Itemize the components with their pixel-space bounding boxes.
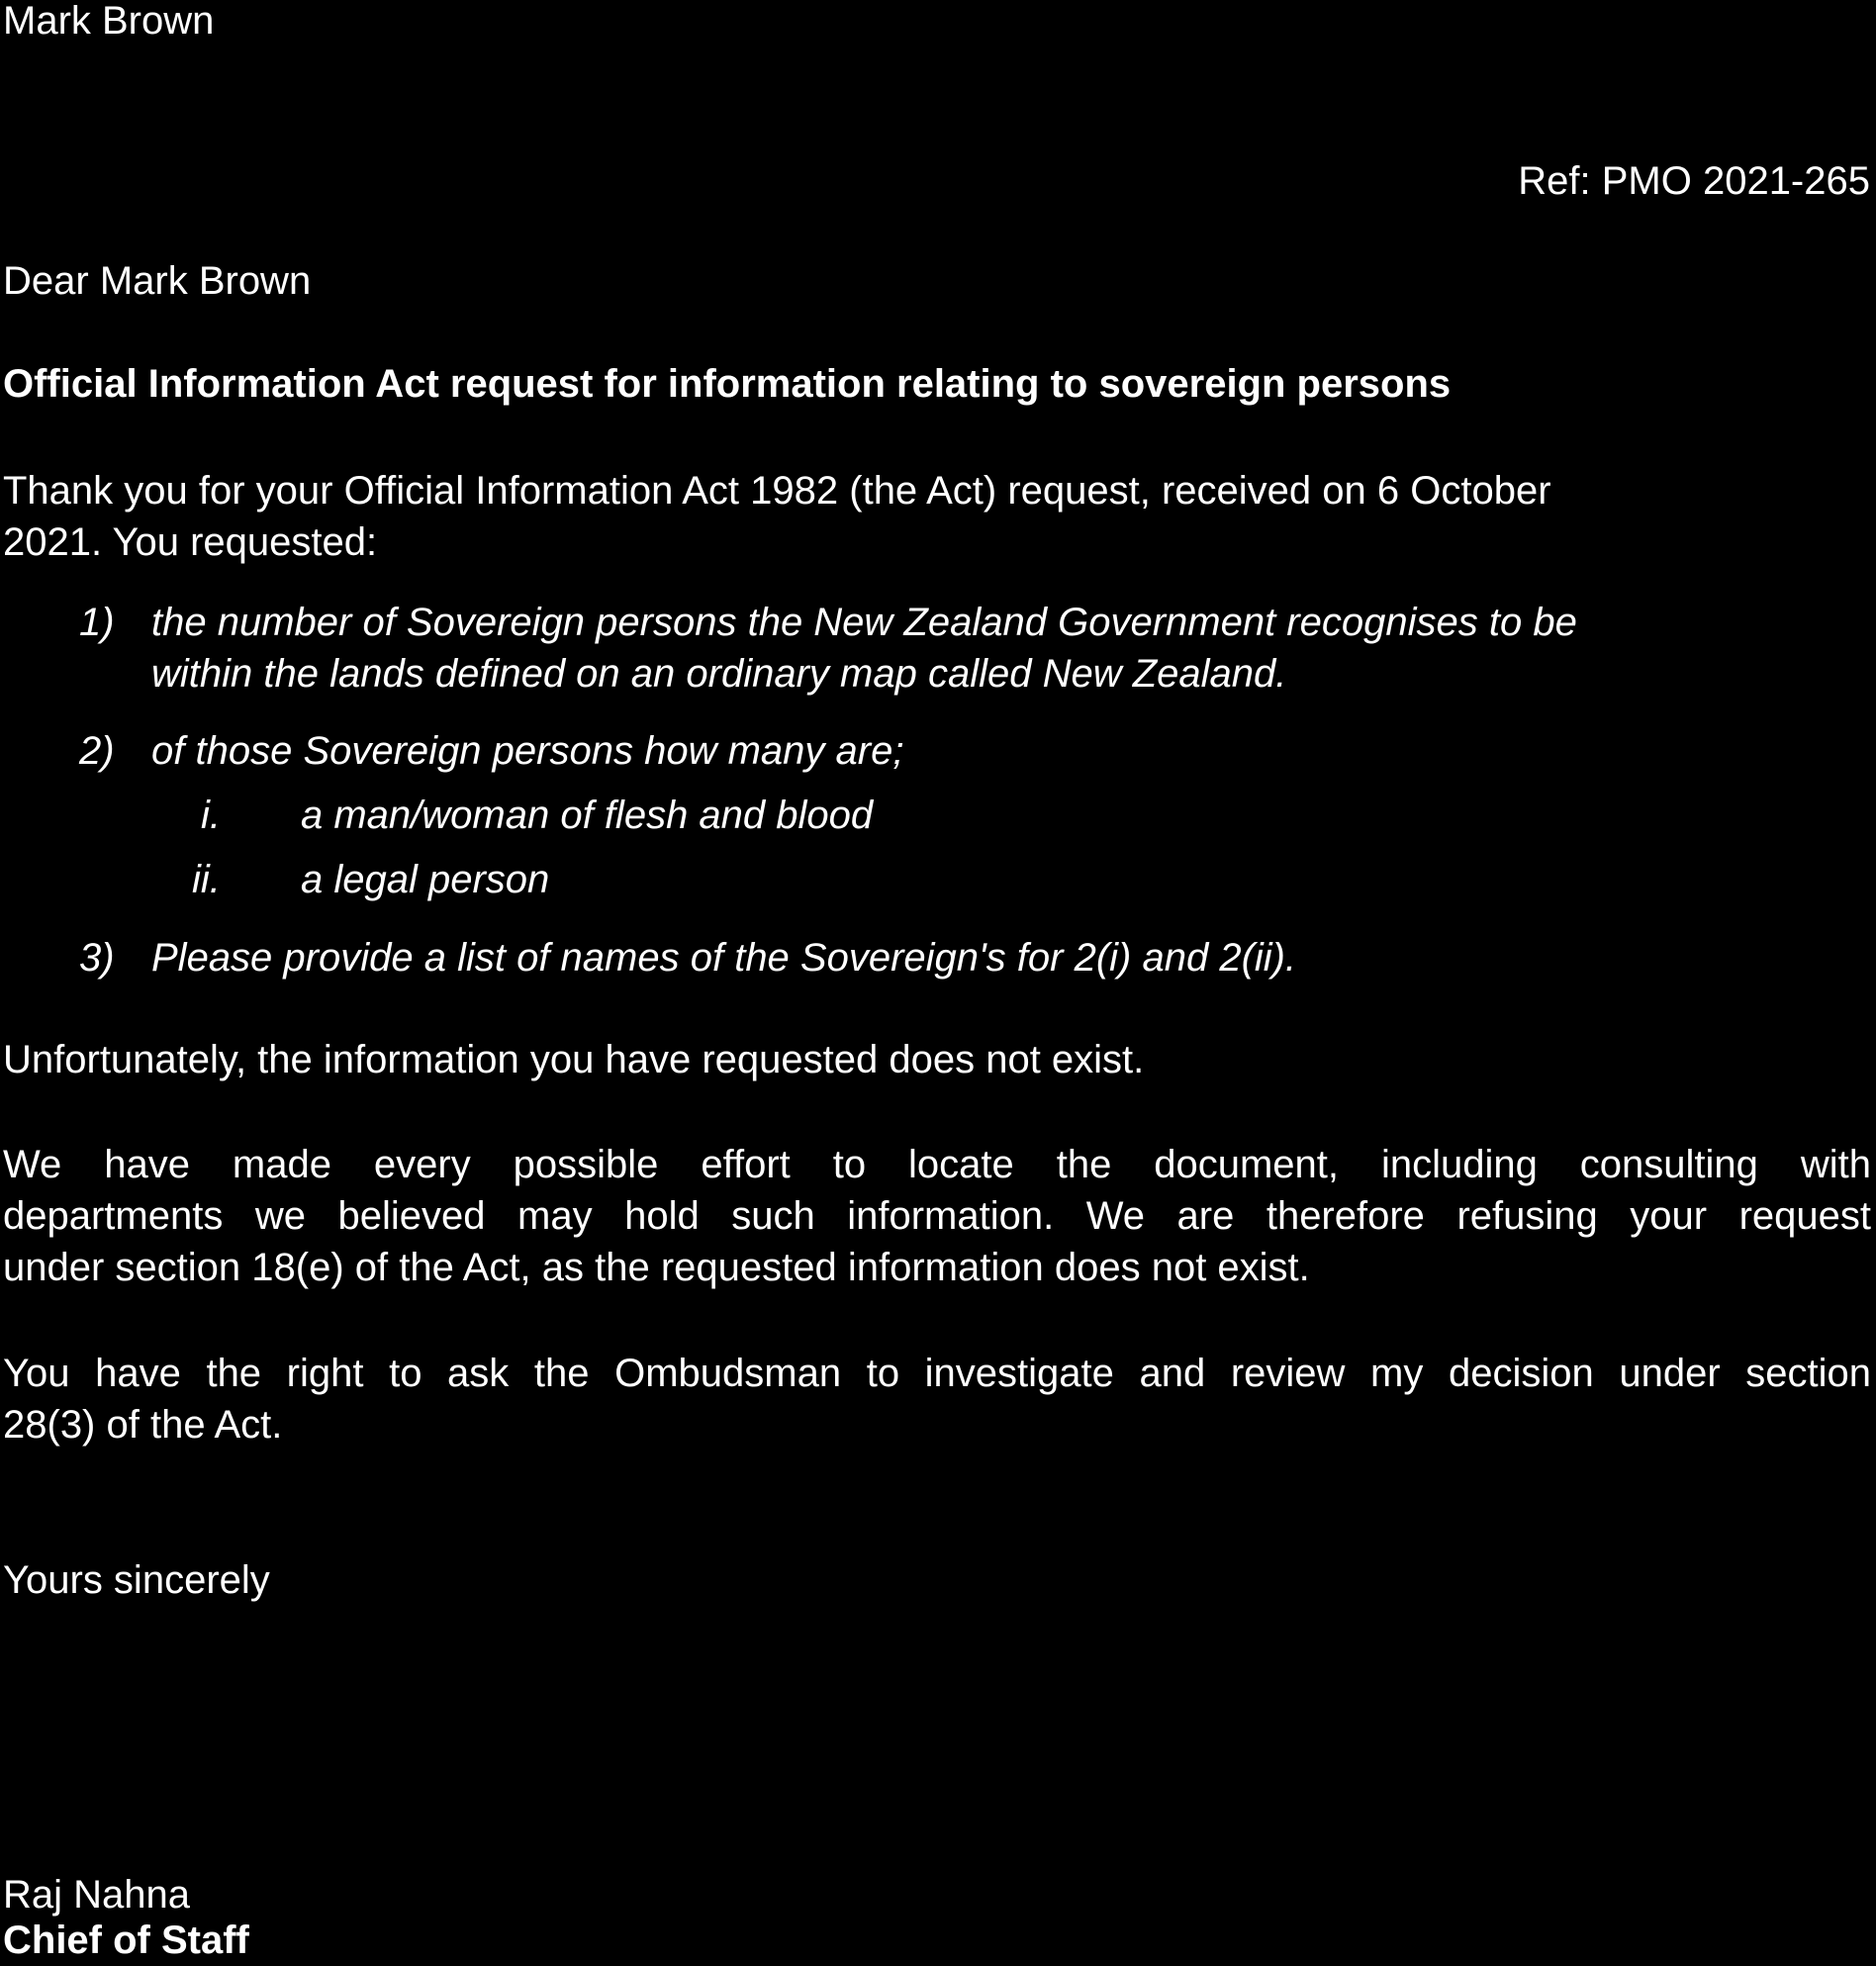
sub-list-item-number: i. bbox=[201, 794, 221, 837]
list-item-text: Please provide a list of names of the Sovereign's for 2(i) and 2(ii). bbox=[151, 936, 1297, 980]
effort-line: We have made every possible effort to locate the document, including consulting with bbox=[3, 1143, 1871, 1186]
sub-list-item-text: a legal person bbox=[301, 858, 550, 901]
effort-line: departments we believed may hold such information. We are therefore refusing your request bbox=[3, 1194, 1871, 1238]
list-item-number: 2) bbox=[79, 729, 115, 773]
rights-line: 28(3) of the Act. bbox=[3, 1403, 283, 1447]
list-item-number: 3) bbox=[79, 936, 115, 980]
sub-list-item-text: a man/woman of flesh and blood bbox=[301, 794, 874, 837]
sub-list-item-number: ii. bbox=[192, 858, 221, 901]
effort-line: under section 18(e) of the Act, as the requested information does not exist. bbox=[3, 1246, 1310, 1289]
signatory-title: Chief of Staff bbox=[3, 1919, 249, 1962]
reference-number: Ref: PMO 2021-265 bbox=[1518, 159, 1870, 203]
rights-line: You have the right to ask the Ombudsman to investigate and review my decision under section bbox=[3, 1352, 1871, 1395]
recipient-name: Mark Brown bbox=[3, 0, 215, 43]
intro-line: Thank you for your Official Information Act 1982 (the Act) request, received on 6 October bbox=[3, 469, 1551, 513]
closing: Yours sincerely bbox=[3, 1558, 270, 1602]
list-item-text: of those Sovereign persons how many are; bbox=[151, 729, 904, 773]
signatory-name: Raj Nahna bbox=[3, 1873, 191, 1917]
list-item-number: 1) bbox=[79, 601, 115, 644]
intro-line: 2021. You requested: bbox=[3, 520, 378, 564]
salutation: Dear Mark Brown bbox=[3, 259, 312, 303]
list-item-text: the number of Sovereign persons the New Zealand Government recognises to be bbox=[151, 601, 1577, 644]
response-statement: Unfortunately, the information you have requested does not exist. bbox=[3, 1038, 1145, 1081]
subject-heading: Official Information Act request for information relating to sovereign persons bbox=[3, 362, 1452, 406]
list-item-text: within the lands defined on an ordinary map called New Zealand. bbox=[151, 652, 1287, 696]
